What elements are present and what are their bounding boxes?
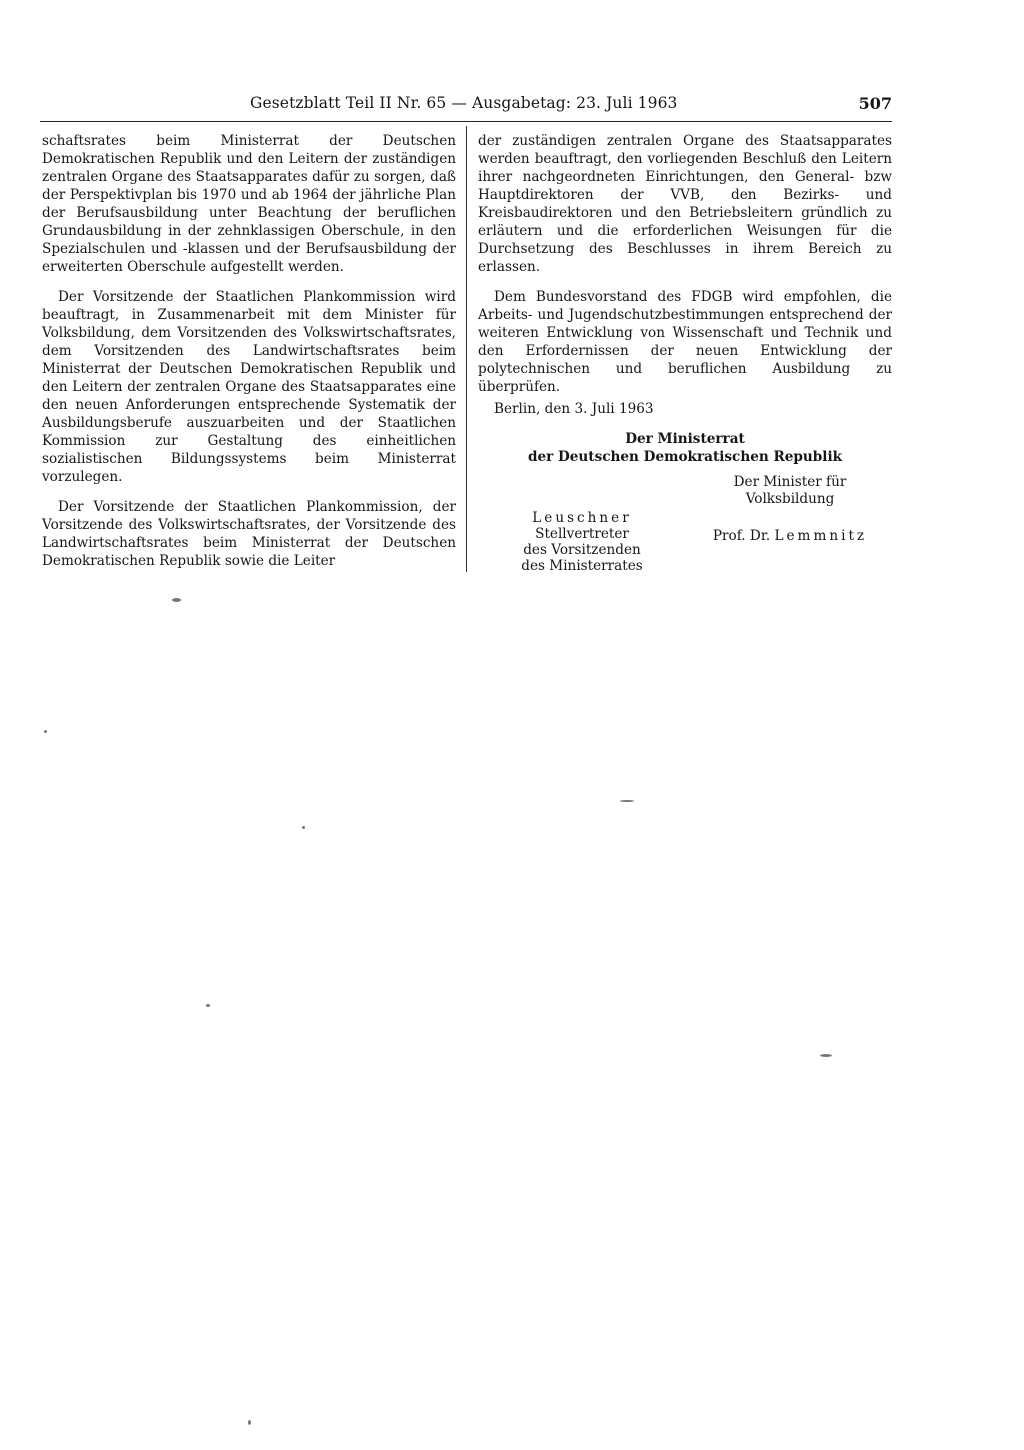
signatory-title: Prof. Dr. bbox=[712, 528, 771, 544]
scan-speck bbox=[206, 1004, 210, 1007]
paragraph: der zuständigen zentralen Organe des Staatsapparates werden beauftragt, den vorliegenden Beschluß den Leitern ihrer nachgeordneten Einrichtungen, den General- bzw Hauptdirektoren der VVB, den Bezirks- und Kreisbaudirektoren und den Betriebsleitern gründlich zu erläutern und die erforderlichen Weisungen für die Durchsetzung des Beschlusses in ihrem Bereich zu erlassen. bbox=[478, 133, 892, 275]
place-date: Berlin, den 3. Juli 1963 bbox=[494, 401, 654, 417]
scan-speck bbox=[172, 598, 181, 602]
signatory-role: Volksbildung bbox=[745, 491, 835, 507]
header-title: Gesetzblatt Teil II Nr. 65 — Ausgabetag: 23. Juli 1963 bbox=[250, 94, 678, 112]
signing-body-line: der Deutschen Demokratischen Republik bbox=[527, 449, 843, 465]
column-divider bbox=[466, 126, 467, 572]
signatory-name-line bbox=[690, 528, 890, 545]
left-column bbox=[42, 132, 456, 582]
signing-body bbox=[478, 430, 892, 466]
signatory-role: des Ministerrates bbox=[521, 558, 643, 574]
paragraph: Der Vorsitzende der Staatlichen Plankommission, der Vorsitzende des Volkswirtschaftsrates, der Vorsitzende des Landwirtschaftsrates beim Ministerrat der Deutschen Demokratischen Republik sowie die Leiter bbox=[42, 499, 456, 569]
signatory-name: Lemmnitz bbox=[774, 528, 868, 544]
signatory-role: des Vorsitzenden bbox=[523, 542, 641, 558]
signatory-role: Der Minister für bbox=[733, 474, 847, 490]
signing-body-line: Der Ministerrat bbox=[625, 431, 745, 447]
scan-speck bbox=[302, 826, 305, 829]
scan-speck bbox=[620, 800, 634, 802]
page-number: 507 bbox=[858, 94, 892, 113]
signatory-name: Leuschner bbox=[532, 510, 632, 526]
paragraph: Der Vorsitzende der Staatlichen Plankommission wird beauftragt, in Zusammenarbeit mit dem Minister für Volksbildung, dem Vorsitzenden des Volkswirtschaftsrates, dem Vorsitzenden des Landwirtschaftsrates beim Ministerrat der Deutschen Demokratischen Republik und den Leitern der zentralen Organe des Staatsapparates eine den neuen Anforderungen entsprechende Systematik der Ausbildungsberufe auszuarbeiten und der Staatlichen Kommission zur Gestaltung des einheitlichen sozialistischen Bildungssystems beim Ministerrat vorzulegen. bbox=[42, 289, 456, 485]
paragraph: schaftsrates beim Ministerrat der Deutschen Demokratischen Republik und den Leitern der zuständigen zentralen Organe des Staatsapparates dafür zu sorgen, daß der Perspektivplan bis 1970 und ab 1964 der jährliche Plan der Berufsausbildung unter Beachtung der beruflichen Grundausbildung in der zehnklassigen Oberschule, in den Spezialschulen und -klassen und der Berufsausbildung der erweiterten Oberschule aufgestellt werden. bbox=[42, 133, 456, 275]
paragraph: Dem Bundesvorstand des FDGB wird empfohlen, die Arbeits- und Jugendschutzbestimmungen entsprechend der weiteren Entwicklung von Wissenschaft und Technik und den Erfordernissen der neuen Entwicklung der polytechnischen und beruflichen Ausbildung zu überprüfen. bbox=[478, 289, 892, 395]
page-header bbox=[40, 92, 892, 118]
signatory-role: Stellvertreter bbox=[535, 526, 629, 542]
signature-left bbox=[502, 510, 662, 574]
scan-speck bbox=[44, 730, 47, 733]
right-column bbox=[478, 132, 892, 408]
signature-right bbox=[690, 474, 890, 545]
scan-speck bbox=[248, 1420, 251, 1425]
header-rule bbox=[40, 121, 892, 122]
scan-speck bbox=[820, 1054, 832, 1057]
